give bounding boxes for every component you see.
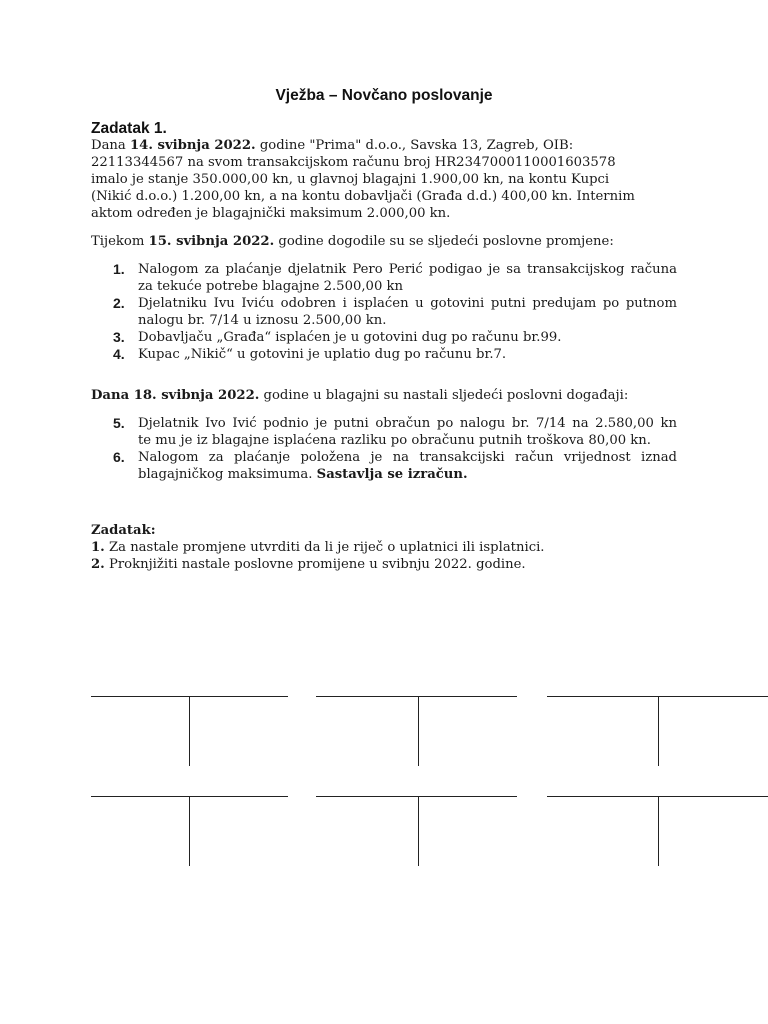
item-number: 3. xyxy=(113,329,125,345)
item-number: 4. xyxy=(113,346,125,362)
day18-paragraph: Dana 18. svibnja 2022. godine u blagajni su nastali sljedeći poslovni događaji: xyxy=(91,388,629,403)
t-account xyxy=(91,696,288,766)
list-item: 5. Djelatnik Ivo Ivić podnio je putni obračun po nalogu br. 7/14 na 2.580,00 kn te mu je iz blagajne isplaćena razliku po obračunu putnih troškova 80,00 kn. xyxy=(113,415,677,448)
t-account xyxy=(547,796,768,866)
assignment-item: 1. Za nastale promjene utvrditi da li je riječ o uplatnici ili isplatnici. xyxy=(91,540,545,555)
assignment-item: 2. Proknjižiti nastale poslovne promijene u svibnju 2022. godine. xyxy=(91,557,526,572)
intro-line-4: (Nikić d.o.o.) 1.200,00 kn, a na kontu dobavljači (Građa d.d.) 400,00 kn. Internim xyxy=(91,189,635,204)
item-number: 5. xyxy=(113,415,125,431)
changes-list-15 xyxy=(91,261,677,363)
during-paragraph: Tijekom 15. svibnja 2022. godine dogodile su se sljedeći poslovne promjene: xyxy=(91,234,614,249)
intro-line-5: aktom određen je blagajnički maksimum 2.000,00 kn. xyxy=(91,206,451,221)
list-item: 1. Nalogom za plaćanje djelatnik Pero Perić podigao je sa transakcijskog računa za tekuće potrebe blagajne 2.500,00 kn xyxy=(113,261,677,294)
t-account xyxy=(91,796,288,866)
item-number: 2. xyxy=(113,295,125,311)
list-item: 2. Djelatniku Ivu Iviću odobren i isplaćen u gotovini putni predujam po putnom nalogu br. 7/14 u iznosu 2.500,00 kn. xyxy=(113,295,677,328)
list-item: 4. Kupac „Nikič“ u gotovini je uplatio dug po računu br.7. xyxy=(113,346,507,362)
t-account xyxy=(547,696,768,766)
intro-line-3: imalo je stanje 350.000,00 kn, u glavnoj blagajni 1.900,00 kn, na kontu Kupci xyxy=(91,172,610,187)
assignment-block xyxy=(91,522,545,573)
task1-heading: Zadatak 1. xyxy=(91,120,167,137)
intro-line-1: Dana 14. svibnja 2022. godine "Prima" d.o.o., Savska 13, Zagreb, OIB: xyxy=(91,138,574,153)
item-number: 6. xyxy=(113,449,125,465)
page-title: Vježba – Novčano poslovanje xyxy=(275,87,493,104)
list-item: 3. Dobavljaču „Građa“ isplaćen je u gotovini dug po računu br.99. xyxy=(113,329,562,345)
item-number: 1. xyxy=(113,261,125,277)
intro-paragraph xyxy=(91,137,659,222)
list-item: 6. Nalogom za plaćanje položena je na transakcijski račun vrijednost iznad blagajničkog maksimuma. Sastavlja se izračun. xyxy=(113,449,677,482)
t-account xyxy=(316,696,517,766)
intro-line-2: 22113344567 na svom transakcijskom računu broj HR2347000110001603578 xyxy=(91,155,616,170)
changes-list-18 xyxy=(91,415,677,483)
assignment-heading: Zadatak: xyxy=(91,523,156,538)
t-account xyxy=(316,796,517,866)
